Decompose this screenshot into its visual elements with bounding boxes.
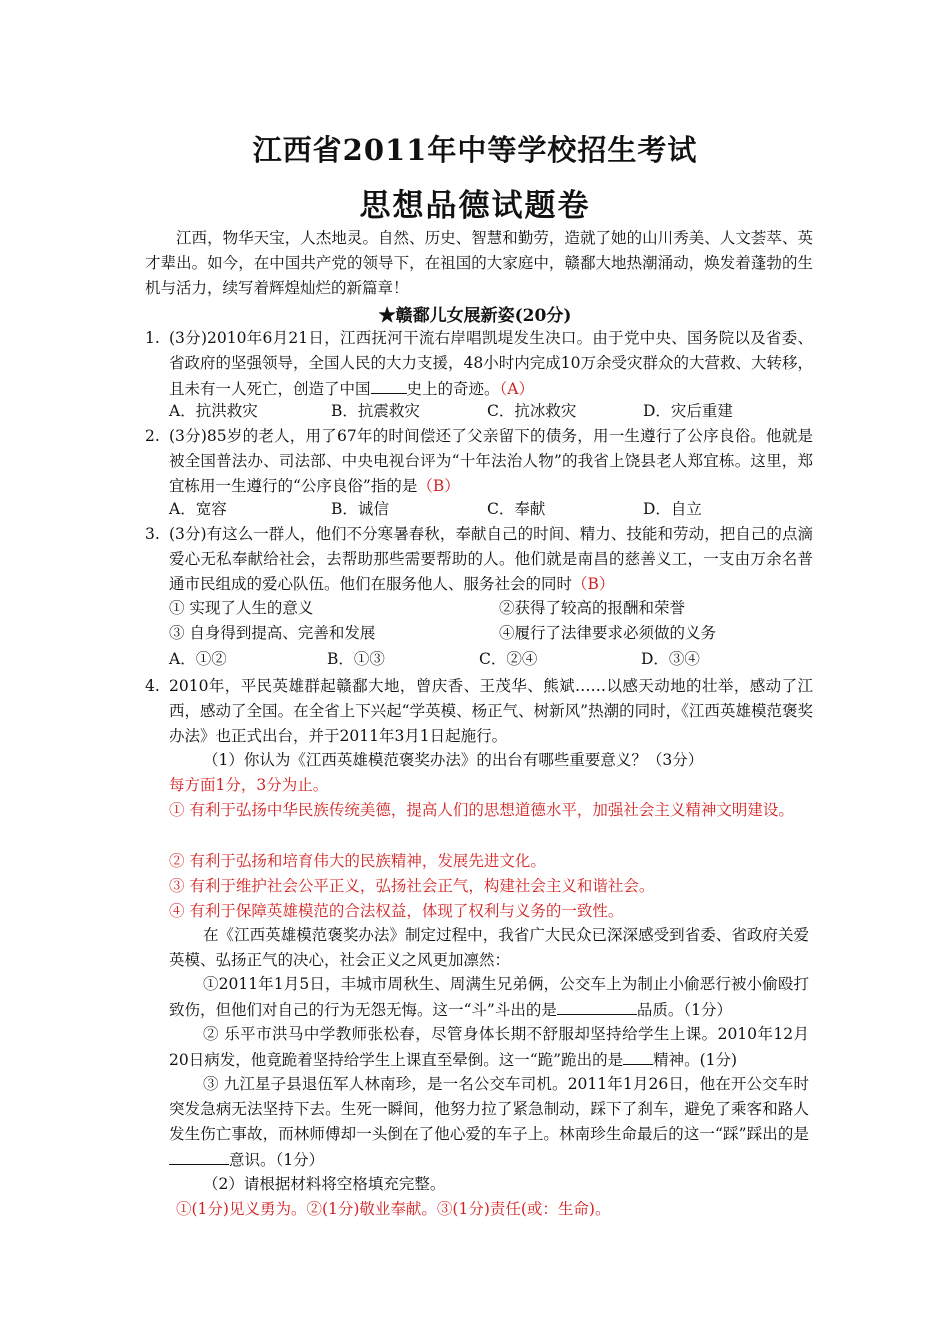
- question-text: (3分)有这么一群人，他们不分寒暑春秋，奉献自己的时间、精力、技能和劳动，把自己的点滴爱心无私奉献给社会，去帮助那些需要帮助的人。他们就是南昌的慈善义工，一支由万余名普通市民组成的爱心队伍。他们在服务他人、服务社会的同时（B）: [169, 525, 813, 593]
- q3-items-row2: [169, 621, 809, 646]
- q3-options: [169, 647, 809, 672]
- material-item-3: ③ 九江星子县退伍军人林南珍，是一名公交车司机。2011年1月26日，他在开公交车时突发急病无法坚持下去。生死一瞬间，他努力拉了紧急制动，踩下了刹车，避免了乘客和路人发生伤亡事故，而林师傅却一头倒在了他心爱的车子上。林南珍生命最后的这一“踩”踩出的是意识。（1分）: [169, 1075, 809, 1169]
- answer-point-4: ④ 有利于保障英雄模范的合法权益，体现了权利与义务的一致性。: [169, 902, 624, 920]
- question-3: [145, 522, 813, 597]
- q3-items-row1: [169, 596, 809, 621]
- answer-point-1: ① 有利于弘扬中华民族传统美德，提高人们的思想道德水平，加强社会主义精神文明建设。: [169, 801, 794, 819]
- statement-2: ②获得了较高的报酬和荣誉: [499, 599, 686, 617]
- option-d: D．自立: [643, 500, 702, 518]
- option-c: C．奉献: [487, 500, 546, 518]
- option-c: C．抗冰救灾: [487, 402, 577, 420]
- question-text: (3分)85岁的老人，用了67年的时间偿还了父亲留下的债务，用一生遵行了公序良俗。他就是被全国普法办、司法部、中央电视台评为“十年法治人物”的我省上饶县老人郑宜栋。这里，郑宜栋用一生遵行的“公序良俗”指的是（B）: [169, 427, 813, 495]
- answer-mark: （B）: [417, 477, 460, 495]
- option-a: A．宽容: [169, 500, 227, 518]
- material-intro: 在《江西英雄模范褒奖办法》制定过程中，我省广大民众已深深感受到省委、省政府关爱英模、弘扬正气的决心，社会正义之风更加凛然：: [169, 926, 809, 969]
- option-b: B．①③: [327, 650, 385, 668]
- question-1: [145, 326, 813, 402]
- material-item-1: ①2011年1月5日，丰城市周秋生、周满生兄弟俩，公交车上为制止小偷恶行被小偷殴打致伤，但他们对自己的行为无怨无悔。这一“斗”斗出的是 品质。（1分）: [169, 975, 809, 1019]
- statement-1: ① 实现了人生的意义: [169, 599, 314, 617]
- exam-title: 江西省2011年中等学校招生考试: [252, 133, 698, 167]
- exam-subtitle: 思想品德试题卷: [359, 188, 591, 224]
- question-text: (3分)2010年6月21日，江西抚河干流右岸唱凯堤发生决口。由于党中央、国务院以及省委、省政府的坚强领导，全国人民的大力支援，48小时内完成10万余受灾群众的大营救、大转移，且未有一人死亡，创造了中国 史上的奇迹。（A）: [169, 329, 813, 398]
- question-number: 4.: [145, 677, 160, 695]
- final-answer: ①(1分)见义勇为。②(1分)敬业奉献。③(1分)责任(或：生命)。: [176, 1200, 611, 1218]
- answer-mark: （B）: [572, 575, 615, 593]
- option-b: B．抗震救灾: [331, 402, 420, 420]
- question-number: 1.: [145, 329, 160, 347]
- statement-4: ④履行了法律要求必须做的义务: [499, 624, 717, 642]
- question-number: 3.: [145, 525, 160, 543]
- option-d: D．灾后重建: [643, 402, 733, 420]
- option-d: D．③④: [641, 650, 700, 668]
- answer-point-2: ② 有利于弘扬和培育伟大的民族精神，发展先进文化。: [169, 852, 546, 870]
- answer-mark: （A）: [499, 380, 534, 398]
- fill-blank: [371, 376, 407, 394]
- fill-blank: [623, 1047, 653, 1065]
- question-number: 2.: [145, 427, 160, 445]
- option-b: B．诚信: [331, 500, 389, 518]
- option-c: C．②④: [479, 650, 538, 668]
- q2-options: [169, 497, 809, 522]
- q1-options: [169, 399, 809, 424]
- intro-paragraph: 江西，物华天宝，人杰地灵。自然、历史、智慧和勤劳，造就了她的山川秀美、人文荟萃、英才辈出。如今，在中国共产党的领导下，在祖国的大家庭中，赣鄱大地热潮涌动，焕发着蓬勃的生机与活力，续写着辉煌灿烂的新篇章！: [145, 229, 813, 297]
- statement-3: ③ 自身得到提高、完善和发展: [169, 624, 376, 642]
- option-a: A．抗洪救灾: [169, 402, 258, 420]
- sub-question-1: （1）你认为《江西英雄模范褒奖办法》的出台有哪些重要意义？（3分）: [203, 751, 704, 769]
- answer-point-3: ③ 有利于维护社会公平正义，弘扬社会正气，构建社会主义和谐社会。: [169, 877, 655, 895]
- question-4: [145, 674, 813, 749]
- material-item-2: ② 乐平市洪马中学教师张松春，尽管身体长期不舒服却坚持给学生上课。2010年12月20日病发，他竟跪着坚持给学生上课直至晕倒。这一“跪”跪出的是 精神。(1分): [169, 1025, 809, 1069]
- option-a: A．①②: [169, 650, 227, 668]
- fill-blank: [169, 1147, 229, 1165]
- question-2: [145, 424, 813, 499]
- section-heading: ★赣鄱儿女展新姿(20分): [378, 306, 572, 326]
- sub-question-2: （2）请根据材料将空格填充完整。: [203, 1175, 446, 1193]
- question-text: 2010年，平民英雄群起赣鄱大地，曾庆香、王茂华、熊斌……以感天动地的壮举，感动了江西，感动了全国。在全省上下兴起“学英模、杨正气、树新风”热潮的同时，《江西英雄模范褒奖办法》也正式出台，并于2011年3月1日起施行。: [169, 677, 813, 745]
- fill-blank: [557, 997, 637, 1015]
- answer-scoring-note: 每方面1分，3分为止。: [169, 776, 329, 794]
